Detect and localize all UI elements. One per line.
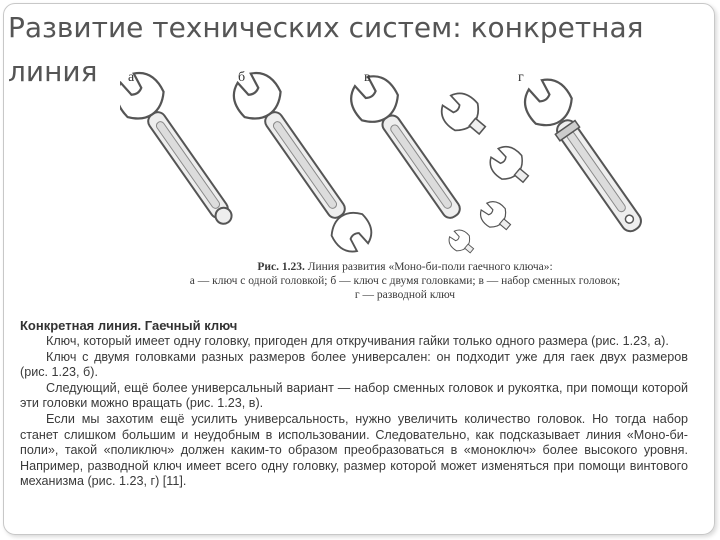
paragraph-2: Ключ с двумя головками разных размеров более универсален: он подходит уже для гаек двух размеров (рис. 1.23, б).: [20, 349, 688, 380]
figure-label-a: а: [128, 70, 135, 85]
paragraph-1: Ключ, который имеет одну головку, пригоден для откручивания гайки только одного размера (рис. 1.23, а).: [46, 334, 669, 348]
caption-line-1: Линия развития «Моно-би-поли гаечного ключа»:: [307, 261, 553, 273]
figure-label-b: б: [238, 70, 246, 85]
wrench-drawing: [120, 70, 690, 260]
paragraph-4: Если мы захотим ещё усилить универсальность, нужно увеличить количество головок. Но тогда набор станет слишком большим и неудобным в использовании. Следовательно, как подсказывает линия «Моно-би-поли», такой «полиключ» должен каким-то образом преобразоваться в «моноключ» более высокого уровня. Например, разводной ключ имеет всего одну головку, размер которой может изменяться при помощи винтового механизма (рис. 1.23, г) [11].: [20, 411, 688, 489]
figure-label-v: в: [364, 70, 371, 85]
wrench-adjustable: [517, 72, 655, 242]
caption-line-2: а — ключ с одной головкой; б — ключ с двумя головками; в — набор сменных головок;: [189, 275, 621, 287]
caption-title: [120, 260, 690, 274]
paragraph-3: Следующий, ещё более универсальный вариант — набор сменных головок и рукоятка, при помощи которой эти головки можно вращать (рис. 1.23, в).: [20, 380, 688, 411]
caption-label: Рис. 1.23.: [257, 261, 305, 273]
wrench-figure: [120, 70, 690, 260]
slide-title: Развитие технических систем: конкретная линия: [8, 11, 644, 88]
figure-caption: [120, 260, 690, 302]
caption-line-3: г — разводной ключ: [354, 289, 456, 301]
figure-label-g: г: [518, 70, 524, 85]
body-text: [20, 334, 688, 490]
wrench-single-head: [120, 70, 247, 235]
section-heading: Конкретная линия. Гаечный ключ: [20, 318, 238, 333]
